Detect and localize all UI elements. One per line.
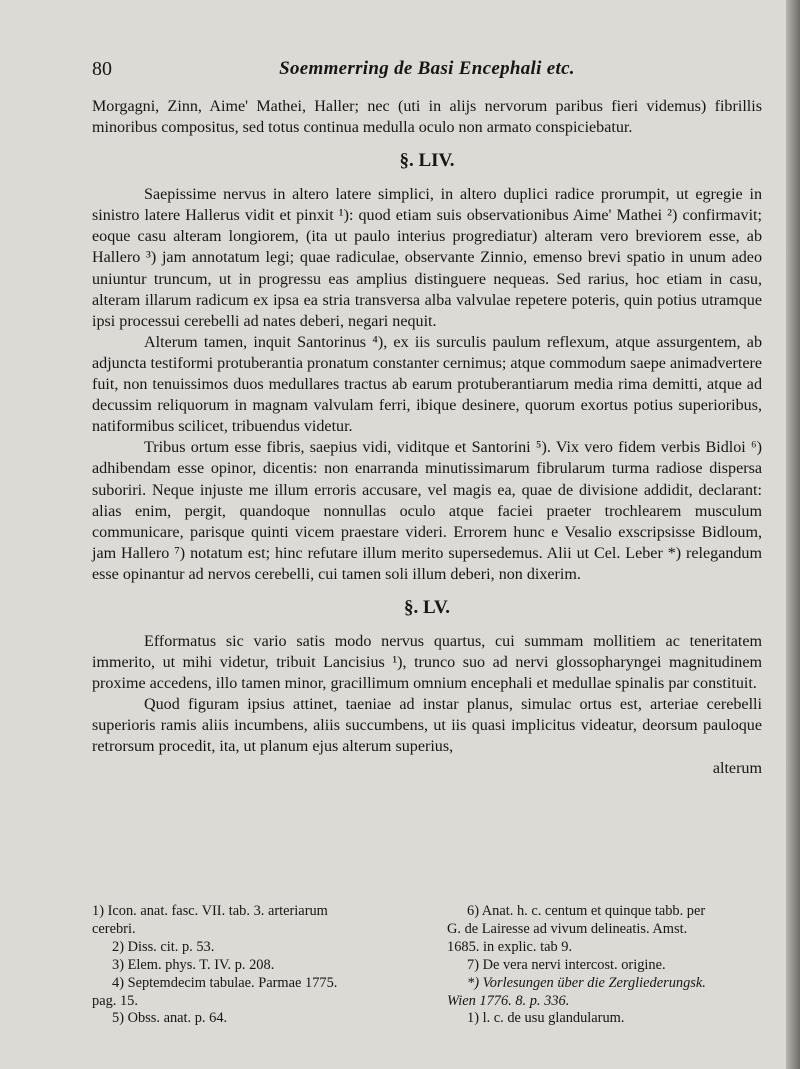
page-header: [92, 58, 762, 88]
footnote: 1) Icon. anat. fasc. VII. tab. 3. arteriarum: [92, 903, 328, 919]
footnote: 5) Obss. anat. p. 64.: [112, 1010, 228, 1027]
footnote: 1) l. c. de usu glandularum.: [467, 1010, 625, 1027]
footnote: Wien 1776. 8. p. 336.: [447, 992, 570, 1009]
section-heading-lv: §. LV.: [404, 596, 450, 618]
footnote: *) Vorlesungen über die Zergliederungsk.: [467, 974, 706, 991]
footnotes-right-column: [447, 903, 762, 1028]
footnote: 1685. in explic. tab 9.: [447, 938, 573, 955]
catchword: alterum: [712, 759, 762, 777]
page-edge-shadow: [786, 0, 800, 1069]
section-heading-liv: §. LIV.: [399, 150, 455, 172]
paragraph-1: Saepissime nervus in altero latere simplici, in altero duplici radice prorumpit, ut egregie in sinistro latere Hallerus vidit et pinxit ¹): quod etiam suis observationibus Aime' Mathei ²) confirmavit; eoque casu alteram longiorem, (ita ut paulo interius progrediatur) alteram vero breviorem esse, ab Hallero ³) jam annotatum legi; quae radiculae, observante Zinnio, emenso brevi spatio in unum adeo uniuntur truncum, ut in progressu eas amplius distinguere nequeas. Sed rarius, hoc etiam in casu, alteram illarum radicum ex ipsa ea stria transversa alba valvulae repetere poteris, quin potius utramque ipsi processui cerebelli ad nates deberi, negari nequit.: [92, 186, 762, 330]
footnote: G. de Lairesse ad vivum delineatis. Amst.: [447, 920, 688, 937]
running-title: Soemmerring de Basi Encephali etc.: [279, 58, 575, 79]
paragraph-3: Tribus ortum esse fibris, saepius vidi, viditque et Santorini ⁵). Vix vero fidem verbis Bidloi ⁶) adhibendam esse opinor, dicentis: non enarranda minutissimarum fibrularum turma radiose dispersa suboriri. Neque injuste me illum erroris accusare, vel magis ea, quae de divisione addidit, declarant: alias enim, pergit, quandoque nonnullas oculo atque faciei praeter trochlearem musculum communicare, parisque quinti vicem praestare videri. Errorem hunc e Vesalio exscripsisse Bidloum, jam Hallero ⁷) notatum est; hinc refutare illum merito supersedemus. Alii ut Cel. Leber *) relegandum esse opinantur ad nervos cerebelli, cui tamen soli illum deberi, non dixerim.: [92, 439, 762, 583]
footnote: cerebri.: [92, 920, 136, 937]
paragraph-5: Quod figuram ipsius attinet, taeniae ad instar planus, simulac ortus est, arteriae cerebelli superioris ramis aliis incumbens, aliis succumbens, ut iis quasi implicitus videatur, deorsum pauloque retrorsum procedit, ita, ut planum ejus alterum superius,: [92, 696, 762, 756]
footnotes: [92, 903, 762, 1028]
footnote: 2) Diss. cit. p. 53.: [112, 938, 215, 955]
paragraph-continuation: Morgagni, Zinn, Aime' Mathei, Haller; nec (uti in alijs nervorum paribus fieri videmus) fibrillis minoribus compositus, sed totus continua medulla oculo non armato conspiciebatur.: [92, 98, 762, 137]
footnotes-left-column: [92, 903, 422, 1028]
page-number: 80: [92, 58, 112, 80]
body-text: [92, 96, 762, 779]
footnote: 6) Anat. h. c. centum et quinque tabb. per: [467, 903, 706, 919]
footnote: 3) Elem. phys. T. IV. p. 208.: [112, 956, 275, 973]
paragraph-2: Alterum tamen, inquit Santorinus ⁴), ex iis surculis paulum reflexum, atque assurgentem, ab adjuncta testiformi protuberantia pronatum constanter cernimus; atque commodum saepe animadvertere fuit, non tenuissimos duos medullares tractus ab earum protuberantiarum media rima demitti, atque ad decussim reliquorum in magnam valvulam ferri, ibique desinere, quorum exortus potius superioribus, natiformibus scilicet, tribuendus videtur.: [92, 333, 762, 436]
footnote: 7) De vera nervi intercost. origine.: [467, 956, 666, 973]
footnote: 4) Septemdecim tabulae. Parmae 1775.: [112, 974, 338, 991]
footnote: pag. 15.: [92, 992, 138, 1009]
paragraph-4: Efformatus sic vario satis modo nervus quartus, cui summam mollitiem ac teneritatem immerito, ut mihi videtur, tribuit Lancisius ¹), trunco suo ad nervi glossopharyngei magnitudinem proxime accedens, illo tamen minor, gracillimum omnium encephali et medullae spinalis par constituit.: [92, 632, 762, 693]
